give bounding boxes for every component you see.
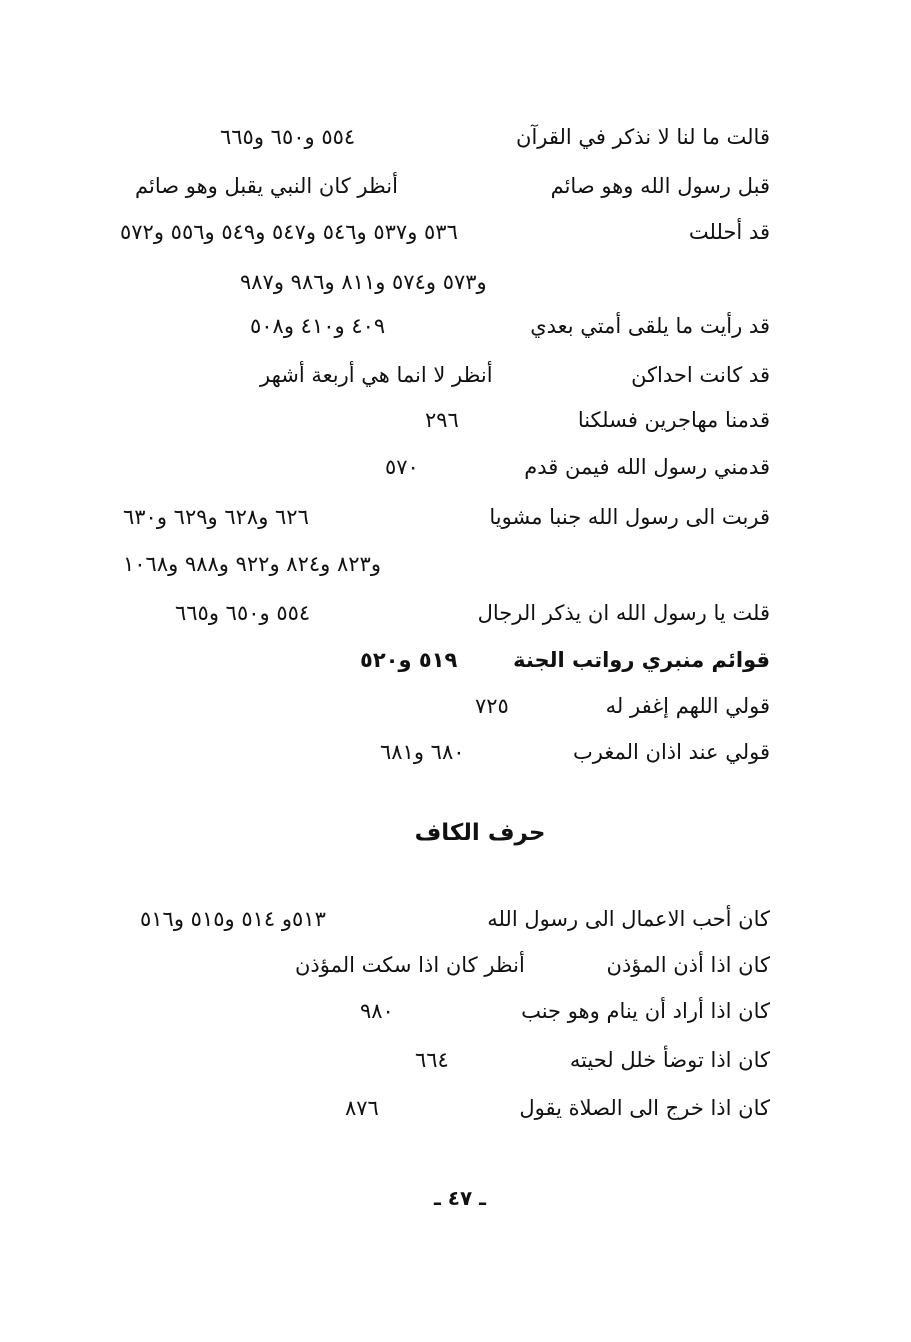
entry-text: قالت ما لنا لا نذكر في القرآن (516, 125, 770, 149)
entry-text: قربت الى رسول الله جنبا مشويا (489, 505, 770, 529)
entry-ref: أنظر كان اذا سكت المؤذن (295, 953, 525, 977)
entry-ref: أنظر كان النبي يقبل وهو صائم (135, 174, 398, 198)
entry-ref: ٦٨٠ و٦٨١ (380, 740, 465, 764)
entry-ref: ٥١٣و ٥١٤ و٥١٥ و٥١٦ (140, 907, 326, 931)
entry-ref: ٢٩٦ (425, 408, 459, 432)
index-entry (200, 117, 770, 157)
index-entry (118, 497, 770, 537)
entry-ref: ٥٧٠ (385, 455, 419, 479)
entry-text: كان اذا أراد أن ينام وهو جنب (521, 999, 770, 1023)
entry-ref: ٥٣٦ و٥٣٧ و٥٤٦ و٥٤٧ و٥٤٩ و٥٥٦ و٥٧٢ (120, 220, 458, 244)
index-entry (410, 1040, 770, 1080)
index-entry (355, 991, 770, 1031)
index-entry (240, 306, 770, 346)
index-entry (255, 355, 770, 395)
index-entry (380, 447, 770, 487)
index-entry (340, 1088, 770, 1128)
entry-ref: ٦٦٤ (415, 1048, 449, 1072)
entry-ref: و٥٧٣ و٥٧٤ و٨١١ و٩٨٦ و٩٨٧ (240, 270, 487, 294)
entry-ref: ٨٧٦ (345, 1096, 379, 1120)
entry-text: قوائم منبري رواتب الجنة (513, 648, 770, 672)
index-entry (375, 732, 770, 772)
entry-text: قولي عند اذان المغرب (572, 740, 770, 764)
entry-text: قد كانت احداكن (631, 363, 770, 387)
index-entry (290, 945, 770, 985)
entry-ref: ٩٨٠ (360, 999, 394, 1023)
entry-text: كان اذا خرج الى الصلاة يقول (519, 1096, 770, 1120)
entry-ref: ٦٢٦ و٦٢٨ و٦٢٩ و٦٣٠ (123, 505, 309, 529)
entry-text: كان أحب الاعمال الى رسول الله (487, 907, 770, 931)
entry-ref: ٥٥٤ و٦٥٠ و٦٦٥ (220, 125, 356, 149)
entry-ref: و٨٢٣ و٨٢٤ و٩٢٢ و٩٨٨ و١٠٦٨ (123, 552, 381, 576)
entry-text: قدمنا مهاجرين فسلكنا (577, 408, 770, 432)
index-entry (355, 640, 770, 680)
index-entry (420, 400, 770, 440)
entry-text: قولي اللهم إغفر له (605, 694, 770, 718)
entry-ref: ٥١٩ و٥٢٠ (360, 648, 458, 672)
index-entry (235, 262, 560, 302)
section-heading: حرف الكاف (414, 820, 546, 846)
page-number: ـ ٤٧ ـ (433, 1186, 487, 1210)
index-entry (170, 593, 770, 633)
entry-ref: ٤٠٩ و٤١٠ و٥٠٨ (250, 314, 386, 338)
entry-ref: ٧٢٥ (475, 694, 509, 718)
index-entry (118, 544, 448, 584)
index-entry (135, 899, 770, 939)
index-entry (125, 166, 770, 206)
entry-text: قبل رسول الله وهو صائم (550, 174, 770, 198)
entry-text: قد أحللت (688, 220, 770, 244)
entry-text: قد رأيت ما يلقى أمتي بعدي (530, 314, 770, 338)
index-entry (115, 212, 770, 252)
index-entry (470, 686, 770, 726)
entry-ref: ٥٥٤ و٦٥٠ و٦٦٥ (175, 601, 311, 625)
entry-text: كان اذا توضأ خلل لحيته (569, 1048, 770, 1072)
entry-ref: أنظر لا انما هي أربعة أشهر (260, 363, 493, 387)
entry-text: كان اذا أذن المؤذن (606, 953, 770, 977)
entry-text: قلت يا رسول الله ان يذكر الرجال (477, 601, 770, 625)
entry-text: قدمني رسول الله فيمن قدم (524, 455, 770, 479)
